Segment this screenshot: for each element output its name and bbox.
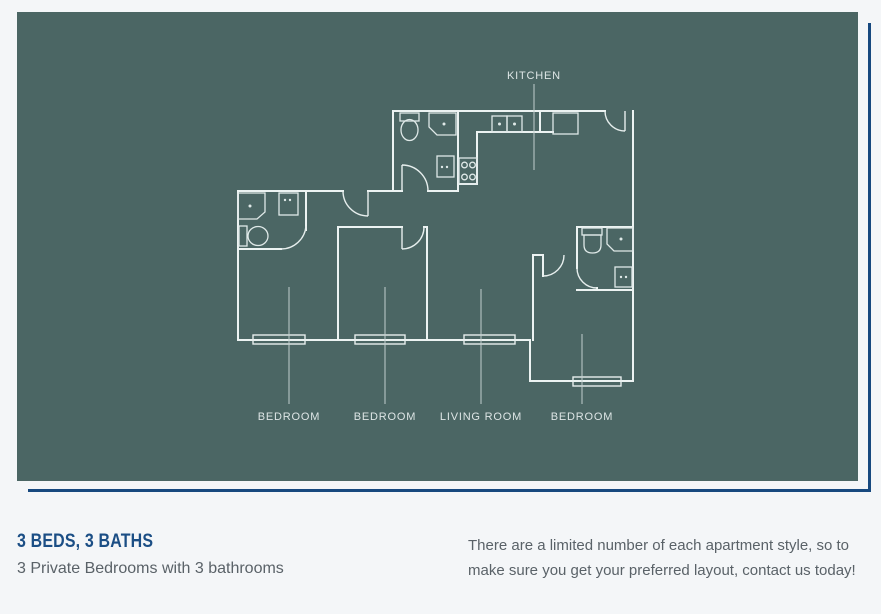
floor-plan-panel: [17, 12, 858, 481]
availability-description: There are a limited number of each apartment style, so to make sure you get your preferred layout, contact us today!: [468, 537, 856, 579]
unit-type-subtitle: 3 Private Bedrooms with 3 bathrooms: [17, 560, 284, 577]
unit-type-title: 3 BEDS, 3 BATHS: [17, 531, 154, 552]
room-label-bedroom-2: BEDROOM: [353, 411, 417, 423]
room-label-bedroom-3: BEDROOM: [550, 411, 614, 423]
room-label-bedroom-1: BEDROOM: [257, 411, 321, 423]
caption-left-column: [17, 531, 457, 578]
caption-right-column: [468, 533, 870, 583]
room-label-kitchen: KITCHEN: [507, 70, 561, 82]
room-label-living-room: LIVING ROOM: [439, 411, 523, 423]
